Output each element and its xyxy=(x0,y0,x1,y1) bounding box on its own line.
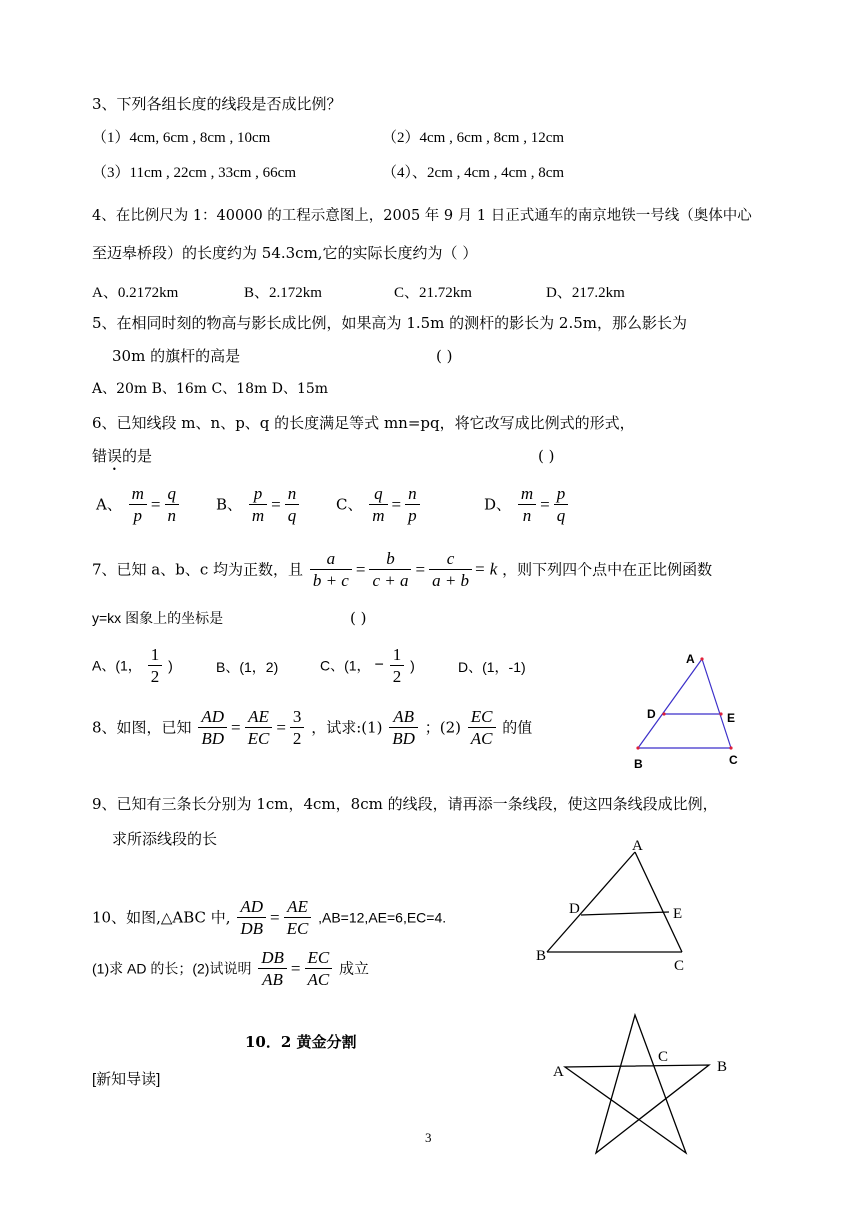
q7-option-c-minus: − xyxy=(374,656,384,674)
q8-prefix: 8、如图，已知 xyxy=(92,718,192,737)
q7-answer-paren: ( ) xyxy=(350,609,367,627)
q6-b-frac-2 xyxy=(285,483,300,526)
q10-side-ac xyxy=(635,852,682,952)
q10-frac-3-num: DB xyxy=(261,948,284,967)
q10-label-d: D xyxy=(569,901,580,917)
q10-line-2 xyxy=(92,947,369,990)
q6-emphasis-char: 误 xyxy=(107,447,123,465)
q7-frac-1-den: b + c xyxy=(310,569,352,591)
q7-line-2: y=kx 图象上的坐标是 xyxy=(92,610,224,626)
q10-frac-3-den: AB xyxy=(258,968,287,990)
q6-d-frac-2 xyxy=(554,483,569,526)
star-label-c: C xyxy=(658,1049,669,1065)
q4-line-2: 至迈皋桥段）的长度约为 54.3cm,它的实际长度约为（ ） xyxy=(92,244,478,262)
q8-line xyxy=(92,706,532,749)
q4-line-1: 4、在比例尺为 1：40000 的工程示意图上，2005 年 9 月 1 日正式通车的南京地铁一号线（奥体中心 xyxy=(92,208,752,224)
q10-line-2-prefix: (1)求 AD 的长；(2)试说明 xyxy=(92,960,252,977)
q7-option-a-post: ) xyxy=(168,657,173,674)
q8-suffix: 的值 xyxy=(502,718,533,737)
q7-frac-2-num: b xyxy=(386,549,395,568)
q10-label-a: A xyxy=(632,838,643,854)
q10-frac-4-den: AC xyxy=(305,968,333,990)
q7-option-b: B、(1，2) xyxy=(216,659,279,675)
q8-mid2-text: ；(2) xyxy=(424,718,461,737)
q5-answer-paren: ( ) xyxy=(436,347,453,365)
q6-c-den-1: m xyxy=(369,504,387,526)
q6-b-den-1: m xyxy=(249,504,267,526)
q10-line-1 xyxy=(92,896,446,939)
q8-frac-3 xyxy=(290,706,305,749)
star-pentagram xyxy=(565,1015,709,1153)
q10-frac-2-den: EC xyxy=(284,917,312,939)
q5-line-2: 30m 的旗杆的高是 xyxy=(112,347,241,365)
q8-equals-2: = xyxy=(276,717,286,737)
q6-c-num-2: n xyxy=(408,484,417,503)
q7-option-a-den: 2 xyxy=(148,665,163,687)
q7-option-a xyxy=(92,644,173,687)
q8-label-b: B xyxy=(634,757,643,771)
q6-option-b xyxy=(216,483,301,526)
q7-frac-2-den: c + a xyxy=(369,569,411,591)
q10-prefix: 10、如图,△ABC 中, xyxy=(92,908,231,927)
q8-frac-3-num: 3 xyxy=(292,707,302,726)
star-label-b: B xyxy=(717,1059,728,1075)
section-title: 10．2 黄金分割 xyxy=(245,1033,357,1051)
q7-k: = k xyxy=(474,559,498,579)
q6-d-num-1: m xyxy=(520,484,534,503)
q6-option-d-label: D、 xyxy=(484,495,512,514)
q8-frac-5-num: EC xyxy=(470,707,493,726)
q8-point-e xyxy=(719,712,722,715)
q7-equals-2: = xyxy=(415,559,426,579)
q3-option-2: （2）4cm , 6cm , 8cm , 12cm xyxy=(382,130,565,146)
q6-option-c xyxy=(336,483,422,526)
q10-side-ab xyxy=(547,852,635,952)
q7-option-c-pre: C、(1， xyxy=(320,657,371,674)
q6-option-a-label: A、 xyxy=(96,495,122,514)
q8-frac-4-den: BD xyxy=(389,727,418,749)
q6-line-2 xyxy=(92,446,152,474)
q5-line-1: 5、在相同时刻的物高与影长成比例，如果高为 1.5m 的测杆的影长为 2.5m，那么影长为 xyxy=(92,314,688,332)
q6-b-den-2: q xyxy=(285,504,300,526)
q6-c-equals: = xyxy=(391,494,402,514)
q10-line-2-suffix: 成立 xyxy=(339,959,370,978)
q6-option-b-label: B、 xyxy=(216,495,243,514)
q3-option-1: （1）4cm, 6cm , 8cm , 10cm xyxy=(92,130,271,146)
q8-frac-1-den: BD xyxy=(198,727,227,749)
q6-option-c-label: C、 xyxy=(336,495,363,514)
q10-label-e: E xyxy=(673,906,683,922)
q8-label-c: C xyxy=(729,753,738,767)
q8-side-ab xyxy=(638,659,702,748)
q7-line-1 xyxy=(92,548,712,591)
q8-label-d: D xyxy=(647,707,656,721)
q7-option-c-num: 1 xyxy=(392,645,402,664)
q7-option-c xyxy=(320,644,415,687)
q6-c-den-2: p xyxy=(405,504,420,526)
q8-frac-5-den: AC xyxy=(468,727,496,749)
q6-a-frac-1 xyxy=(129,483,147,526)
q7-frac-1 xyxy=(310,548,352,591)
q7-option-c-den: 2 xyxy=(390,665,405,687)
q10-frac-2 xyxy=(284,896,312,939)
q7-frac-3 xyxy=(429,548,472,591)
q3-stem: 3、下列各组长度的线段是否成比例？ xyxy=(92,95,342,113)
q3-option-3: （3）11cm , 22cm , 33cm , 66cm xyxy=(92,165,296,181)
q4-option-a: A、0.2172km xyxy=(92,285,179,301)
q6-a-den-2: n xyxy=(165,504,180,526)
q7-option-c-post: ) xyxy=(410,657,415,674)
q6-word-pre: 错 xyxy=(92,447,108,465)
q6-a-equals: = xyxy=(150,494,161,514)
q8-label-e: E xyxy=(727,711,736,725)
q6-d-den-1: n xyxy=(518,504,536,526)
q8-point-c xyxy=(729,746,732,749)
q6-a-num-1: m xyxy=(131,484,144,503)
q6-b-num-1: p xyxy=(253,484,263,503)
q8-frac-2-num: AE xyxy=(248,707,269,726)
q6-answer-paren: ( ) xyxy=(538,447,555,465)
q6-d-frac-1 xyxy=(518,483,536,526)
q6-a-num-2: q xyxy=(167,484,176,503)
q7-option-d: D、(1，-1) xyxy=(458,659,526,675)
q6-c-frac-1 xyxy=(369,483,387,526)
q7-option-a-num: 1 xyxy=(150,645,160,664)
q4-option-c: C、21.72km xyxy=(394,285,472,301)
q10-label-c: C xyxy=(674,958,685,974)
q7-frac-1-num: a xyxy=(326,549,336,568)
q8-triangle-diagram xyxy=(620,648,760,772)
q6-c-frac-2 xyxy=(405,483,420,526)
q10-frac-1 xyxy=(237,896,266,939)
q10-segment-de xyxy=(581,912,669,915)
q10-frac-1-num: AD xyxy=(240,897,263,916)
q10-frac-1-den: DB xyxy=(237,917,266,939)
q3-option-4: （4）、2cm , 4cm , 4cm , 8cm xyxy=(382,165,565,181)
q7-option-a-pre: A、(1， xyxy=(92,657,142,674)
q6-d-den-2: q xyxy=(554,504,569,526)
q5-options: A、20m B、16m C、18m D、15m xyxy=(92,381,329,397)
q6-b-frac-1 xyxy=(249,483,267,526)
q6-word-post: 的是 xyxy=(122,447,153,465)
q6-d-equals: = xyxy=(540,494,550,514)
q9-line-2: 求所添线段的长 xyxy=(112,830,218,848)
q6-b-equals: = xyxy=(271,494,281,514)
q8-point-a xyxy=(700,657,703,660)
q6-option-a xyxy=(96,483,181,526)
q8-point-b xyxy=(636,746,639,749)
q10-frac-3 xyxy=(258,947,287,990)
star-label-a: A xyxy=(553,1064,564,1080)
q8-frac-2 xyxy=(245,706,273,749)
q8-equals-1: = xyxy=(231,717,241,737)
q4-option-d: D、217.2km xyxy=(546,285,625,301)
q7-prefix: 7、已知 a、b、c 均为正数，且 xyxy=(92,560,304,579)
q10-triangle-diagram xyxy=(528,832,703,980)
q6-a-frac-2 xyxy=(165,483,180,526)
q8-frac-4 xyxy=(389,706,418,749)
q10-suffix: ,AB=12,AE=6,EC=4. xyxy=(318,909,447,926)
q6-line-1: 6、已知线段 m、n、p、q 的长度满足等式 mn=pq，将它改写成比例式的形式， xyxy=(92,414,635,432)
q10-frac-4-num: EC xyxy=(307,948,330,967)
q4-option-b: B、2.172km xyxy=(244,285,322,301)
q7-frac-3-den: a + b xyxy=(429,569,472,591)
q8-point-d xyxy=(662,712,665,715)
q8-frac-1 xyxy=(198,706,227,749)
q9-line-1: 9、已知有三条长分别为 1cm，4cm，8cm 的线段，请再添一条线段，使这四条线段成比例， xyxy=(92,795,718,813)
q10-label-b: B xyxy=(536,948,547,964)
q8-frac-1-num: AD xyxy=(201,707,224,726)
q8-side-ac xyxy=(702,659,731,748)
q10-equals-2: = xyxy=(290,958,301,978)
q7-frac-2 xyxy=(369,548,411,591)
q7-option-c-frac xyxy=(390,644,405,687)
q7-suffix: ，则下列四个点中在正比例函数 xyxy=(502,560,713,579)
q6-b-num-2: n xyxy=(287,484,297,503)
q10-frac-2-num: AE xyxy=(287,897,308,916)
q6-d-num-2: p xyxy=(556,484,566,503)
q8-frac-5 xyxy=(468,706,496,749)
page-number: 3 xyxy=(425,1130,432,1145)
q6-option-d xyxy=(484,483,570,526)
q7-equals-1: = xyxy=(355,559,366,579)
q10-frac-4 xyxy=(305,947,333,990)
q8-mid-text: ，试求:(1) xyxy=(311,718,383,737)
q6-c-num-1: q xyxy=(374,484,383,503)
q7-frac-3-num: c xyxy=(446,549,455,568)
q6-a-den-1: p xyxy=(129,504,147,526)
q7-option-a-frac xyxy=(148,644,163,687)
star-diagram xyxy=(545,1005,745,1165)
q8-label-a: A xyxy=(686,652,695,666)
q8-frac-4-num: AB xyxy=(393,707,415,726)
q8-frac-2-den: EC xyxy=(245,727,273,749)
q10-equals-1: = xyxy=(270,907,280,927)
q8-frac-3-den: 2 xyxy=(290,727,305,749)
section-subtitle: [新知导读] xyxy=(92,1071,161,1088)
